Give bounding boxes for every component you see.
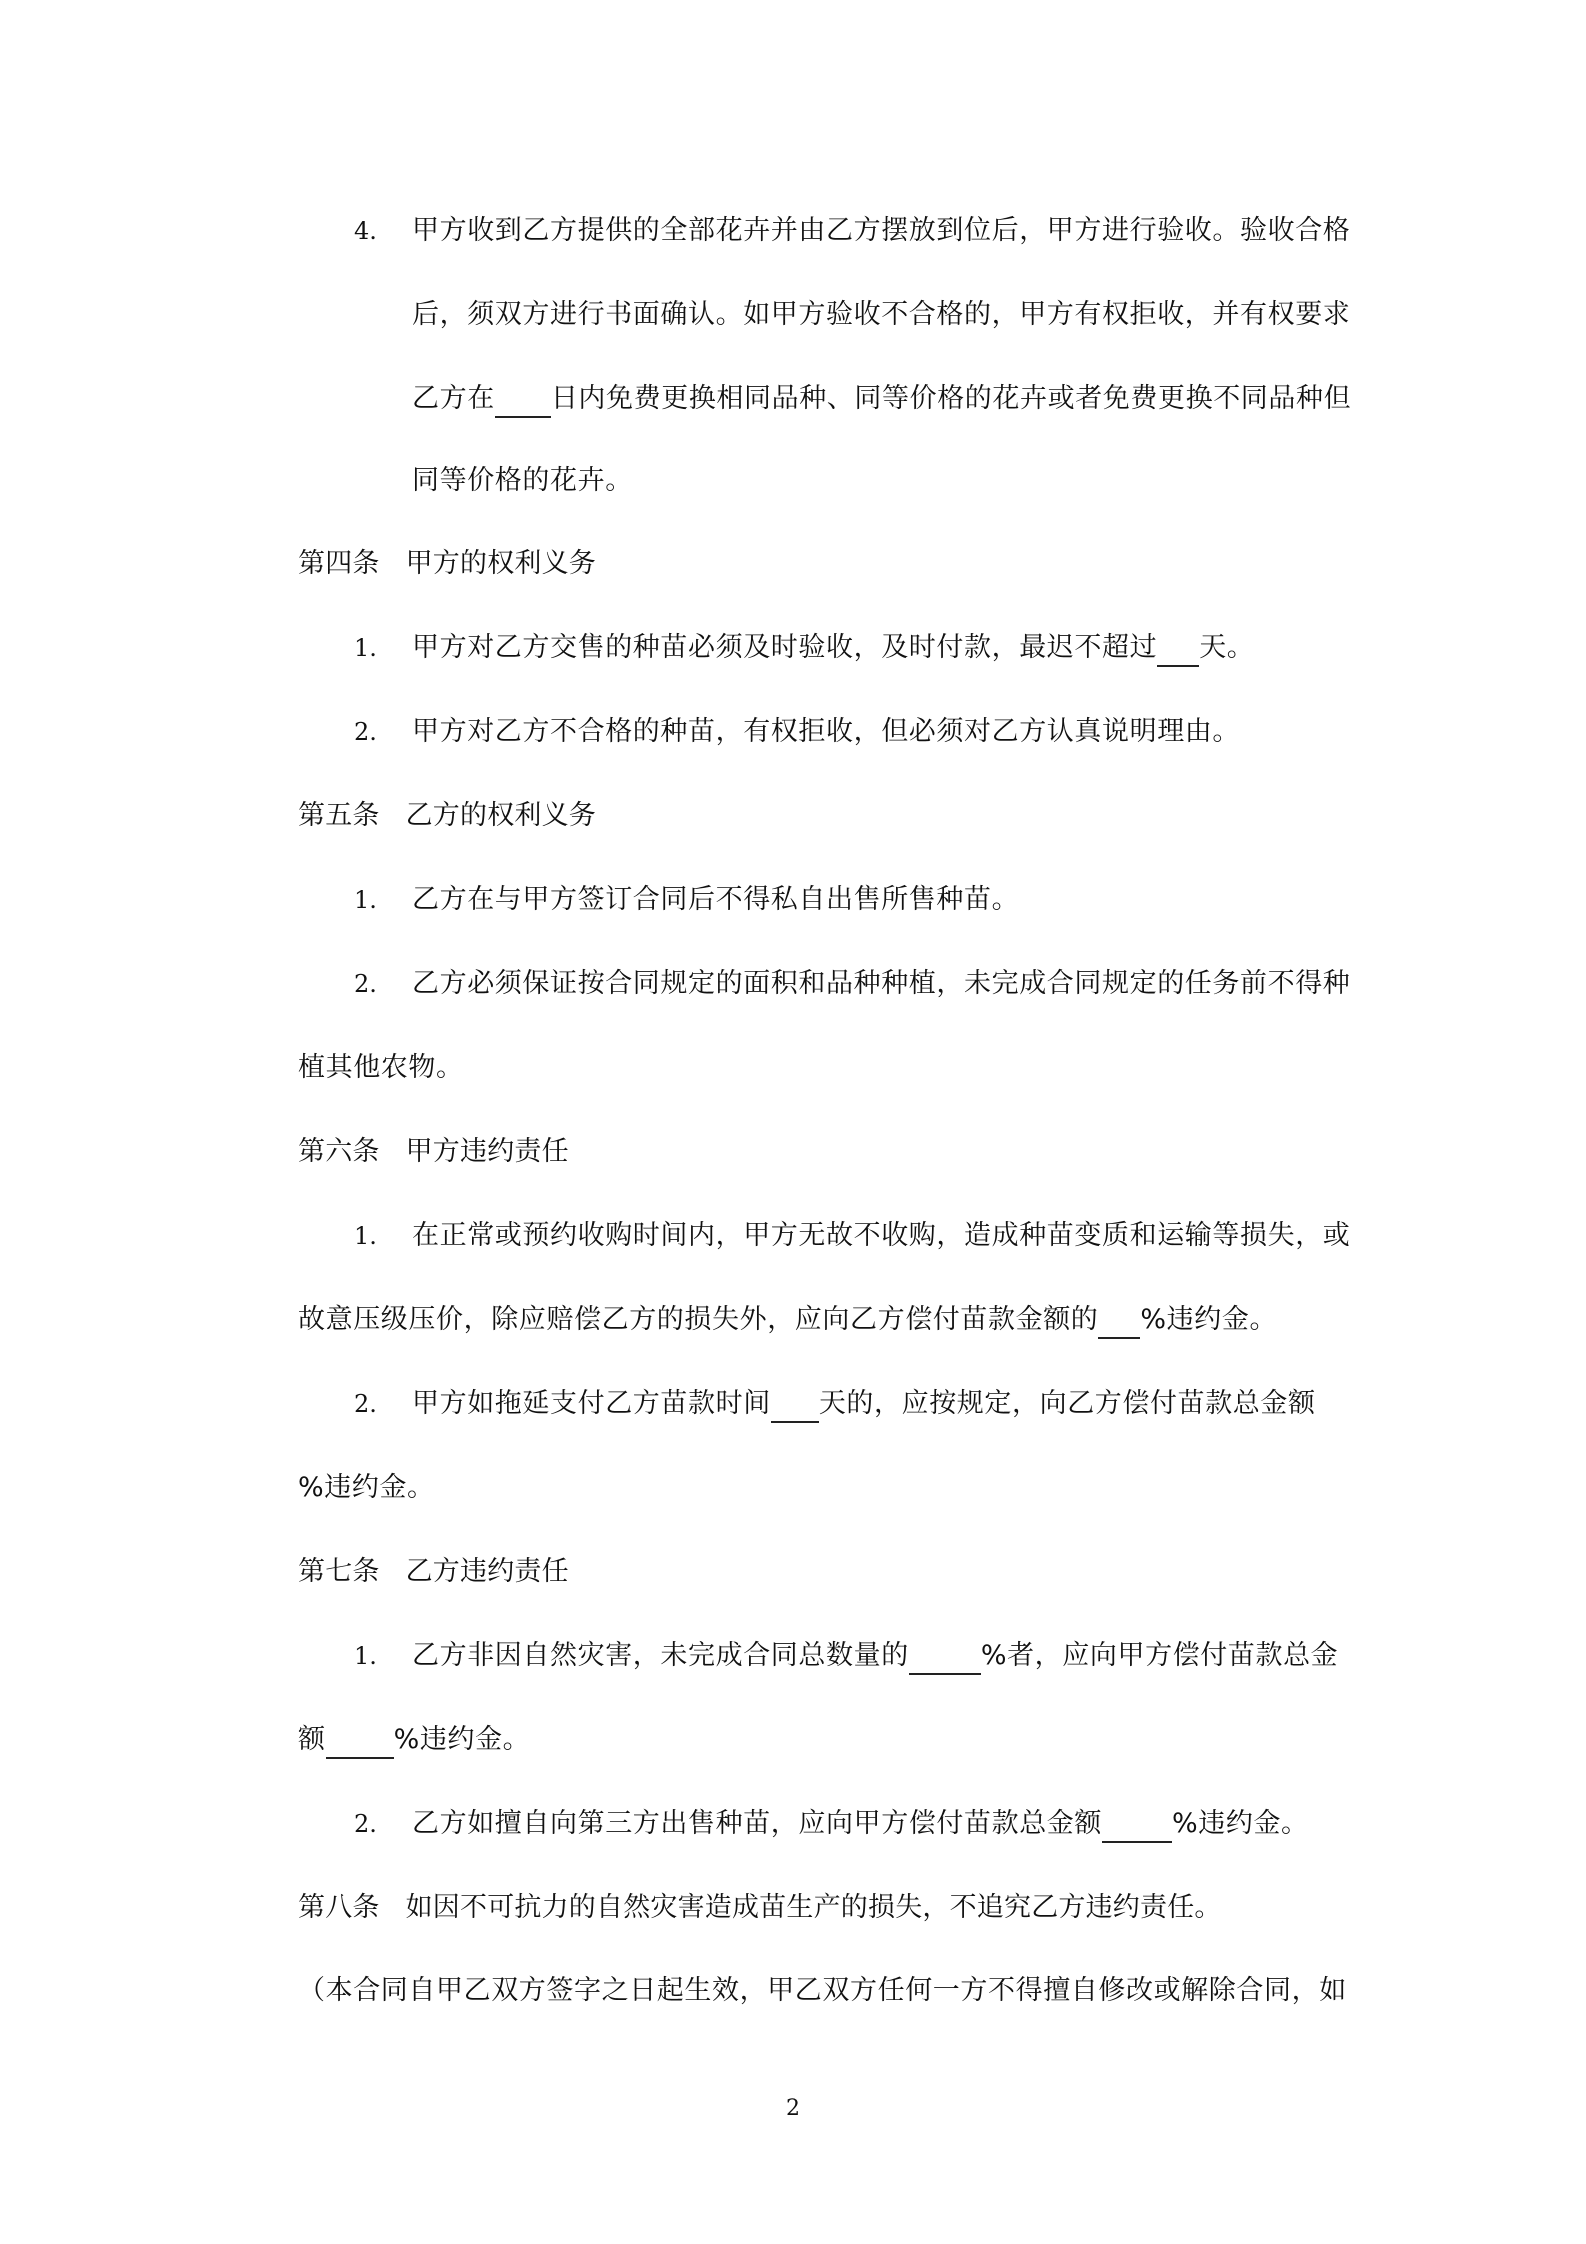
paragraph-line: 后，须双方进行书面确认。如甲方验收不合格的，甲方有权拒收，并有权要求: [412, 299, 1351, 330]
text-segment: %违约金。: [1140, 1304, 1278, 1335]
article-text: 如因不可抗力的自然灾害造成苗生产的损失，不追究乙方违约责任。: [405, 1892, 1222, 1923]
fill-in-blank[interactable]: [1102, 1811, 1172, 1843]
paragraph-line: [298, 1301, 1277, 1339]
paragraph-line: 甲方对乙方不合格的种苗，有权拒收，但必须对乙方认真说明理由。: [412, 716, 1240, 747]
paragraph-line: [298, 1721, 530, 1759]
article-title: 甲方违约责任: [405, 1136, 569, 1167]
text-segment: 甲方对乙方交售的种苗必须及时验收，及时付款，最迟不超过: [412, 632, 1158, 663]
paragraph-line: [412, 1637, 1338, 1675]
paragraph-line: 同等价格的花卉。: [412, 465, 633, 496]
text-segment: 天。: [1199, 632, 1255, 663]
text-segment: 乙方非因自然灾害，未完成合同总数量的: [412, 1640, 909, 1671]
article-title: 乙方违约责任: [405, 1556, 569, 1587]
article-label: 第七条: [298, 1556, 380, 1587]
paragraph-line: [412, 1385, 1316, 1423]
item-number: 1.: [354, 1222, 377, 1250]
item-number: 2.: [354, 1390, 377, 1418]
text-segment: %者，应向甲方偿付苗款总金: [980, 1640, 1339, 1671]
item-number: 2.: [354, 1810, 377, 1838]
text-segment: 日内免费更换相同品种、同等价格的花卉或者免费更换不同品种但: [550, 383, 1352, 414]
text-segment: %违约金。: [393, 1724, 531, 1755]
paragraph-line: 乙方必须保证按合同规定的面积和品种种植，未完成合同规定的任务前不得种: [412, 968, 1351, 999]
article-label: 第四条: [298, 548, 380, 579]
paragraph-line: 植其他农物。: [298, 1052, 464, 1083]
fill-in-blank[interactable]: [1098, 1307, 1140, 1339]
paragraph-line: [412, 1805, 1309, 1843]
text-segment: 天的，应按规定，向乙方偿付苗款总金额: [818, 1388, 1316, 1419]
paragraph-line: %违约金。: [298, 1472, 435, 1503]
article-heading: [298, 545, 596, 583]
article-heading: [298, 797, 596, 835]
article-title: 甲方的权利义务: [405, 548, 597, 579]
text-segment: %违约金。: [1172, 1808, 1309, 1839]
item-number: 1.: [354, 634, 377, 662]
text-segment: 乙方在: [412, 383, 495, 414]
fill-in-blank[interactable]: [495, 386, 551, 418]
fill-in-blank[interactable]: [326, 1727, 394, 1759]
item-number: 2.: [354, 970, 377, 998]
article-label: 第八条: [298, 1892, 380, 1923]
fill-in-blank[interactable]: [909, 1643, 981, 1675]
item-number: 1.: [354, 886, 377, 914]
paragraph-line: 甲方收到乙方提供的全部花卉并由乙方摆放到位后，甲方进行验收。验收合格: [412, 215, 1351, 246]
item-number: 4.: [354, 217, 377, 245]
text-segment: 甲方如拖延支付乙方苗款时间: [412, 1388, 771, 1419]
text-segment: 乙方如擅自向第三方出售种苗，应向甲方偿付苗款总金额: [412, 1808, 1102, 1839]
article-label: 第五条: [298, 800, 380, 831]
item-number: 1.: [354, 1642, 377, 1670]
article-label: 第六条: [298, 1136, 380, 1167]
fill-in-blank[interactable]: [771, 1391, 819, 1423]
text-segment: 故意压级压价，除应赔偿乙方的损失外，应向乙方偿付苗款金额的: [298, 1304, 1099, 1335]
article-heading: [298, 1553, 569, 1591]
paragraph-line: [412, 380, 1351, 418]
closing-paragraph-line: （本合同自甲乙双方签字之日起生效，甲乙双方任何一方不得擅自修改或解除合同，如: [298, 1975, 1347, 2006]
article-title: 乙方的权利义务: [405, 800, 597, 831]
text-segment: 额: [298, 1724, 326, 1755]
item-number: 2.: [354, 718, 377, 746]
fill-in-blank[interactable]: [1157, 635, 1199, 667]
article-heading: [298, 1133, 569, 1171]
page-number: 2: [786, 2096, 800, 2121]
paragraph-line: 在正常或预约收购时间内，甲方无故不收购，造成种苗变质和运输等损失，或: [412, 1220, 1351, 1251]
paragraph-line: 乙方在与甲方签订合同后不得私自出售所售种苗。: [412, 884, 1020, 915]
paragraph-line: [412, 629, 1254, 667]
article-heading: [298, 1889, 1222, 1927]
